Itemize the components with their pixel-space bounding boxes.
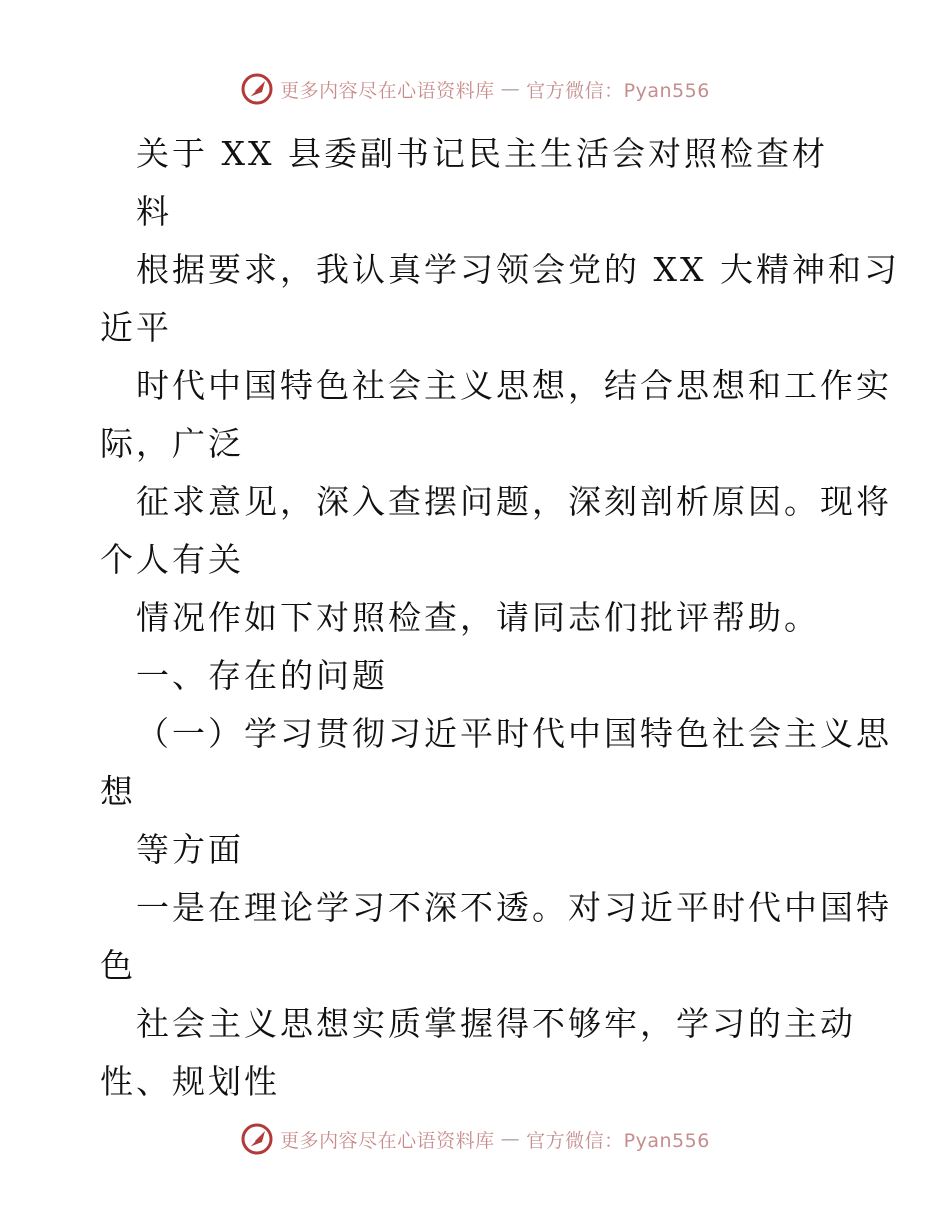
- watermark-text: 更多内容尽在心语资料库: [280, 1129, 495, 1152]
- watermark-contact: 官方微信：Pyan556: [526, 1129, 710, 1152]
- subsection-heading: 想: [100, 772, 136, 811]
- body-line: 一是在理论学习不深不透。对习近平时代中国特: [136, 888, 892, 927]
- body-line: 际，广泛: [100, 424, 244, 463]
- quill-logo-icon: [240, 1122, 274, 1156]
- document-body: [100, 125, 900, 1111]
- body-line: 社会主义思想实质掌握得不够牢，学习的主动: [136, 1004, 856, 1043]
- section-heading: 一、存在的问题: [136, 656, 388, 695]
- watermark-contact: 官方微信：Pyan556: [526, 79, 710, 102]
- watermark-separator: —: [500, 1128, 521, 1150]
- watermark-text: 更多内容尽在心语资料库: [280, 79, 495, 102]
- body-line: 个人有关: [100, 540, 244, 579]
- document-title-line-1: 关于 XX 县委副书记民主生活会对照检查材: [136, 134, 828, 173]
- watermark-footer: [0, 1122, 950, 1156]
- watermark-separator: —: [500, 78, 521, 100]
- body-line: 性、规划性: [100, 1062, 280, 1101]
- document-title-line-2: 料: [136, 192, 172, 231]
- body-line: 近平: [100, 308, 172, 347]
- subsection-heading: 等方面: [136, 830, 244, 869]
- body-line: 根据要求，我认真学习领会党的 XX 大精神和习: [136, 250, 900, 289]
- watermark-header: [0, 72, 950, 106]
- body-line: 情况作如下对照检查，请同志们批评帮助。: [136, 598, 820, 637]
- body-line: 时代中国特色社会主义思想，结合思想和工作实: [136, 366, 892, 405]
- body-line: 色: [100, 946, 136, 985]
- body-line: 征求意见，深入查摆问题，深刻剖析原因。现将: [136, 482, 892, 521]
- subsection-heading: （一）学习贯彻习近平时代中国特色社会主义思: [136, 714, 892, 753]
- quill-logo-icon: [240, 72, 274, 106]
